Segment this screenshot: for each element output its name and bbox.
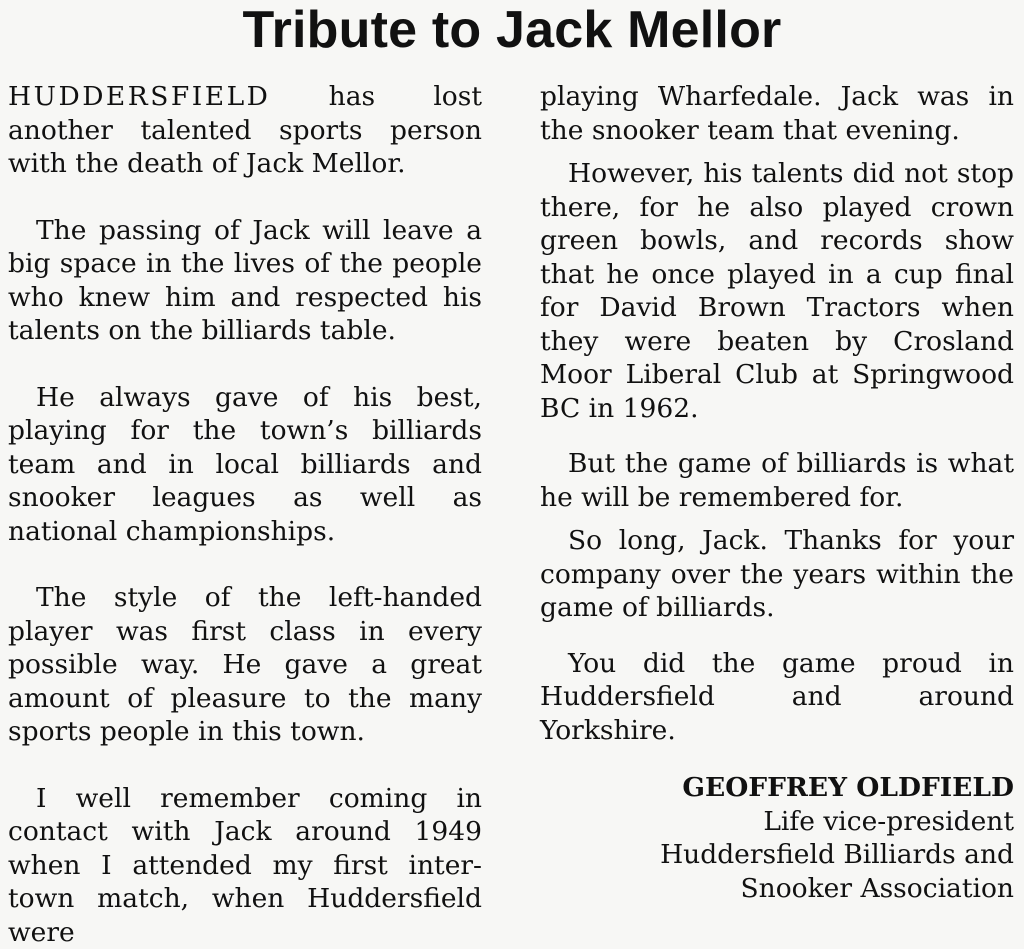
paragraph-1 — [8, 80, 482, 181]
author-name: GEOFFREY OLDFIELD — [540, 771, 1014, 805]
author-title: Life vice-president — [540, 805, 1014, 839]
signature-block — [540, 771, 1014, 905]
headline: Tribute to Jack Mellor — [8, 0, 1016, 64]
paragraph-7: But the game of billiards is what he will be remembered for. — [540, 447, 1014, 514]
paragraph-9: You did the game proud in Huddersfield and around Yorkshire. — [540, 647, 1014, 748]
paragraph-2: The passing of Jack will leave a big space in the lives of the people who knew him and respected his talents on the billiards table. — [8, 214, 482, 348]
paragraph-4: The style of the left-handed player was first class in every possible way. He gave a great amount of pleasure to the many sports people in this town. — [8, 581, 482, 749]
lead-word: HUDDERSFIELD — [8, 81, 270, 112]
paragraph-1-text: has lost another talented sports person with the death of Jack Mellor. — [8, 81, 482, 179]
author-org-line-2: Snooker Association — [540, 872, 1014, 906]
paragraph-8: So long, Jack. Thanks for your company over the years within the game of billiards. — [540, 524, 1014, 625]
paragraph-5-end: playing Wharfedale. Jack was in the snooker team that evening. — [540, 80, 1014, 147]
paragraph-5-start: I well remember coming in contact with Jack around 1949 when I attended my first inter-town match, when Huddersfield were — [8, 782, 482, 949]
article-columns — [8, 80, 1016, 949]
author-org-line-1: Huddersfield Billiards and — [540, 838, 1014, 872]
paragraph-6: However, his talents did not stop there, for he also played crown green bowls, and records show that he once played in a cup final for David Brown Tractors when they were beaten by Crosland Moor Liberal Club at Springwood BC in 1962. — [540, 157, 1014, 425]
paragraph-3: He always gave of his best, playing for the town’s billiards team and in local billiards and snooker leagues as well as national championships. — [8, 381, 482, 549]
left-column — [8, 80, 482, 949]
right-column — [540, 80, 1014, 949]
